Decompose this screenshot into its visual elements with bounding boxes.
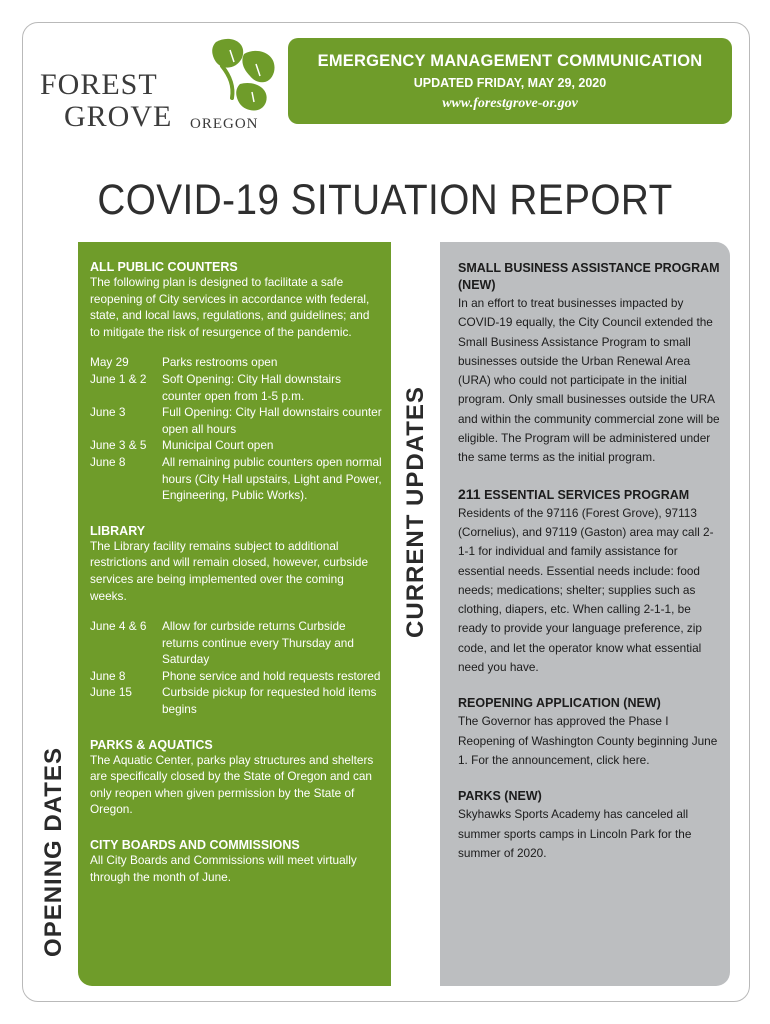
schedule-desc: Curbside pickup for requested hold items begins [162,685,377,717]
public-counters-schedule [90,354,382,503]
schedule-desc: Municipal Court open [162,438,274,453]
schedule-row [90,684,382,717]
essential-services-heading [458,486,720,504]
public-counters-text: The following plan is designed to facilitate a safe reopening of City services in accordance with federal, state, and local laws, regulations, and guidelines; and to mitigate the risk of resurgence of the pandemic. [90,275,370,339]
current-updates-label-container [391,242,440,986]
oak-leaves-icon [170,36,290,116]
logo-grove-text: GROVE [64,100,173,133]
parks-aquatics-heading: PARKS & AQUATICS [90,737,213,752]
schedule-date: June 8 [90,668,126,683]
schedule-row [90,404,382,437]
parks-new-heading: PARKS (NEW) [458,789,542,804]
essential-services-title: ESSENTIAL SERVICES PROGRAM [484,487,690,502]
schedule-desc: Allow for curbside returns Curbside returns continue every Thursday and Saturday [162,619,354,667]
library-schedule [90,618,382,718]
schedule-row [90,371,382,404]
schedule-desc: Phone service and hold requests restored [162,668,381,683]
schedule-desc: All remaining public counters open normal hours (City Hall upstairs, Light and Power, Engineering, Public Works). [162,454,382,503]
schedule-row [90,454,382,504]
schedule-desc: Soft Opening: City Hall downstairs counter open from 1-5 p.m. [162,371,341,403]
reopening-text[interactable]: The Governor has approved the Phase I Reopening of Washington County beginning June 1. For the announcement, click here. [458,714,718,767]
reopening-heading: REOPENING APPLICATION (NEW) [458,696,661,711]
schedule-desc: Parks restrooms open [162,355,278,370]
opening-dates-panel [78,242,391,986]
report-title: COVID-19 SITUATION REPORT [97,176,673,224]
city-boards-text: All City Boards and Commissions will meet virtually through the month of June. [90,853,357,884]
schedule-date: May 29 [90,355,129,370]
banner-title: EMERGENCY MANAGEMENT COMMUNICATION [317,52,703,70]
opening-dates-label-container [32,240,76,990]
schedule-date: June 4 & 6 [90,619,147,634]
header-banner [288,38,732,124]
schedule-row [90,618,382,668]
city-boards-heading: CITY BOARDS AND COMMISSIONS [90,838,300,853]
small-business-text: In an effort to treat businesses impacted by COVID-19 equally, the City Council extended the Small Business Assistance Program to small businesses outside the Urban Renewal Area (URA) who could not participate in the initial program. Only small businesses outside the URA and within the community commercial zone will be eligible. The Program will be administered under the same terms as the initial program. [458,296,720,465]
schedule-date: June 1 & 2 [90,371,147,386]
schedule-date: June 8 [90,454,126,469]
forest-grove-logo [40,36,280,136]
logo-oregon-text: OREGON [190,116,259,132]
schedule-date: June 3 [90,405,126,420]
website-link[interactable]: www.forestgrove-or.gov [442,96,578,111]
parks-new-text: Skyhawks Sports Academy has canceled all summer sports camps in Lincoln Park for the summer of 2020. [458,807,692,860]
parks-aquatics-text: The Aquatic Center, parks play structures and shelters are specifically closed by the State of Oregon and can only reopen when given permission by the State of Oregon. [90,752,374,817]
library-text: The Library facility remains subject to additional restrictions and will remain closed, however, curbside services are being implemented over the coming weeks. [90,538,369,603]
schedule-row [90,437,382,454]
essential-services-text: Residents of the 97116 (Forest Grove), 97113 (Cornelius), and 97119 (Gaston) area may call 2-1-1 for individual and family assistance for essential needs. Essential needs include: food needs; medications; shelter; supplies such as clothing, diapers, etc. When calling 2-1-1, be ready to provide your language preference, zip code, and let the operator know what essential need you have. [458,505,714,675]
library-heading: LIBRARY [90,523,146,538]
schedule-desc: Full Opening: City Hall downstairs counter open all hours [162,405,382,436]
current-updates-panel [440,242,730,986]
schedule-date: June 3 & 5 [90,438,147,453]
opening-dates-label: OPENING DATES [40,747,67,957]
current-updates-label: CURRENT UPDATES [402,386,429,638]
logo-forest-text: FOREST [40,68,158,101]
banner-updated-date: UPDATED FRIDAY, MAY 29, 2020 [413,76,607,90]
small-business-heading: SMALL BUSINESS ASSISTANCE PROGRAM (NEW) [458,261,720,292]
essential-services-number: 211 [458,485,481,502]
schedule-row [90,668,382,685]
schedule-date: June 15 [90,685,132,700]
schedule-row [90,354,382,371]
public-counters-heading: ALL PUBLIC COUNTERS [90,260,238,274]
